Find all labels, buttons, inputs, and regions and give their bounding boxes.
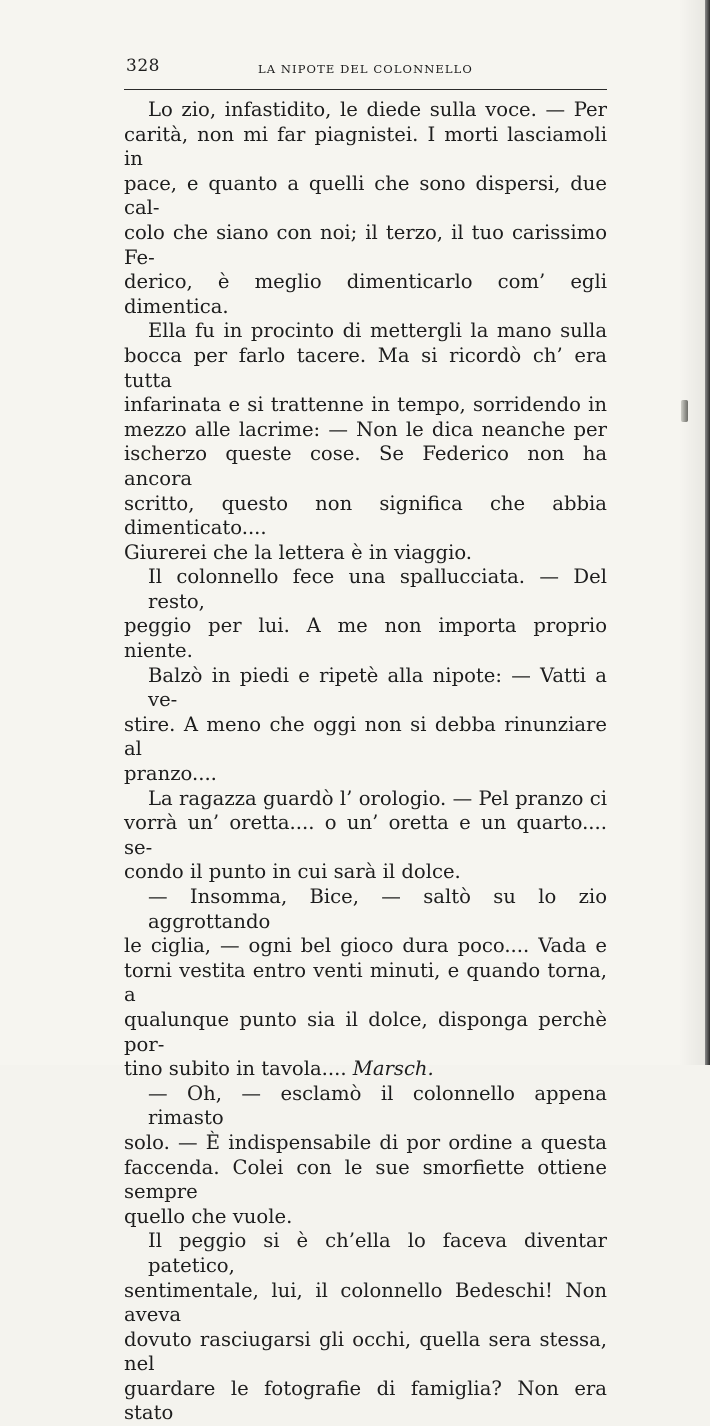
text-line: derico, è meglio dimenticarlo com’ egli dimentica. [124, 270, 607, 318]
text-line: qualunque punto sia il dolce, disponga perchè por- [124, 1007, 607, 1056]
text-line: stire. A meno che oggi non si debba rinunziare al [124, 712, 607, 761]
paragraph [124, 885, 607, 1082]
header-rule [124, 89, 607, 90]
text-line: pace, e quanto a quelli che sono dispersi, due cal- [124, 171, 607, 220]
text-line: solo. — È indispensabile di por ordine a questa [124, 1130, 607, 1154]
text-line: faccenda. Colei con le sue smorfiette ottiene sempre [124, 1155, 607, 1204]
text-line: — Insomma, Bice, — saltò su lo zio aggrottando [148, 885, 607, 933]
text-line: le ciglia, — ogni bel gioco dura poco.... Vada e [124, 934, 607, 958]
text-line: quello che vuole. [124, 1204, 293, 1228]
text-line: vorrà un’ oretta.... o un’ oretta e un quarto.... se- [124, 811, 607, 859]
text-line: scritto, questo non significa che abbia dimenticato.... [124, 491, 607, 540]
page-edge-mark [681, 400, 688, 422]
text-line: sentimentale, lui, il colonnello Bedeschi! Non aveva [124, 1278, 607, 1327]
paragraph [124, 98, 607, 319]
paragraph [124, 787, 607, 885]
text-line: torni vestita entro venti minuti, e quando torna, a [124, 958, 607, 1007]
page-number: 328 [126, 56, 160, 76]
text-line: Giurerei che la lettera è in viaggio. [124, 540, 473, 564]
text-line: colo che siano con noi; il terzo, il tuo carissimo Fe- [124, 220, 607, 269]
italic-word: Marsch. [352, 1057, 434, 1081]
text-line: mezzo alle lacrime: — Non le dica neanche per [124, 417, 607, 441]
text-line: pranzo.... [124, 762, 217, 786]
text-line: guardare le fotografie di famiglia? Non era stato [124, 1376, 607, 1425]
text-line: Il colonnello fece una spallucciata. — Del resto, [148, 565, 607, 613]
text-line: carità, non mi far piagnistei. I morti lasciamoli in [124, 122, 607, 171]
text-line: Il peggio si è ch’ella lo faceva diventar patetico, [148, 1229, 607, 1277]
running-head: LA NIPOTE DEL COLONNELLO [258, 62, 473, 76]
text-line: La ragazza guardò l’ orologio. — Pel pranzo ci [148, 786, 607, 810]
text-line: — Oh, — esclamò il colonnello appena rimasto [148, 1081, 607, 1130]
text-line: peggio per lui. A me non importa proprio niente. [124, 614, 607, 663]
text-line: ischerzo queste cose. Se Federico non ha ancora [124, 442, 607, 490]
page-gutter-shadow [679, 0, 705, 1065]
text-line: dovuto rasciugarsi gli occhi, quella sera stessa, nel [124, 1327, 607, 1376]
text-line: tino subito in tavola.... Marsch. [124, 1057, 434, 1081]
page-edge [705, 0, 710, 1065]
text-line: Balzò in piedi e ripetè alla nipote: — Vatti a ve- [148, 663, 607, 712]
paragraph [124, 319, 607, 565]
paragraph [124, 1229, 607, 1426]
text-line: bocca per farlo tacere. Ma si ricordò ch’ era tutta [124, 343, 607, 392]
text-line: infarinata e si trattenne in tempo, sorridendo in [124, 393, 607, 417]
paragraph [124, 1082, 607, 1230]
text-line: Ella fu in procinto di mettergli la mano sulla [148, 319, 607, 343]
body-text [124, 98, 607, 1426]
paragraph [124, 565, 607, 663]
paragraph [124, 664, 607, 787]
text-line: condo il punto in cui sarà il dolce. [124, 860, 461, 884]
text-line: Lo zio, infastidito, le diede sulla voce. — Per [148, 98, 607, 121]
